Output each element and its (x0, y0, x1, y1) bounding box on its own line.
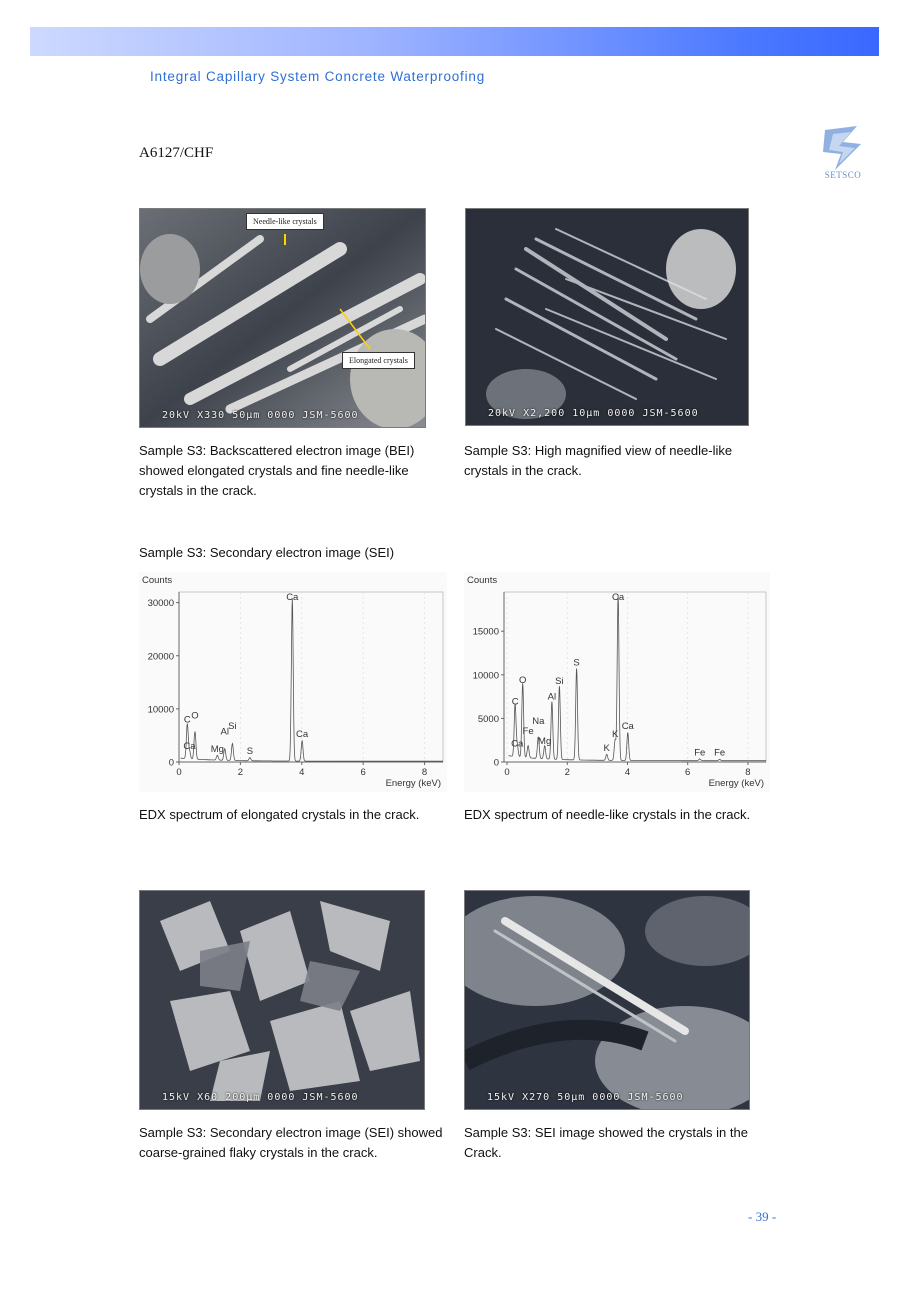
x-tick-label: 6 (360, 767, 366, 778)
peak-label-k: K (603, 742, 610, 754)
sem-image-flaky (139, 890, 425, 1110)
x-axis-label: Energy (keV) (708, 778, 764, 789)
document-reference: A6127/CHF (139, 145, 214, 161)
y-tick-label: 15000 (472, 626, 499, 638)
peak-label-ca: Ca (183, 741, 196, 753)
peak-label-fe: Fe (714, 747, 726, 759)
peak-label-si: Si (555, 675, 564, 687)
sem-image-bei-elongated (139, 208, 426, 428)
caption-crystals-crack: Sample S3: SEI image showed the crystals in the Crack. (464, 1125, 748, 1160)
sem-image-needle-magnified (465, 208, 749, 426)
logo-text: SETSCO (824, 170, 862, 180)
y-tick-label: 0 (168, 757, 174, 769)
peak-label-ca: Ca (621, 721, 634, 733)
x-tick-label: 8 (421, 767, 428, 778)
edx-chart-elongated (139, 572, 447, 792)
peak-label-si: Si (228, 721, 237, 732)
x-tick-label: 0 (176, 767, 182, 778)
peak-label-ca: Ca (612, 592, 625, 603)
x-tick-label: 2 (564, 767, 570, 778)
x-tick-label: 4 (299, 767, 305, 778)
peak-label-ca: Ca (286, 592, 299, 603)
y-tick-label: 30000 (147, 598, 174, 610)
caption-bei-elongated: Sample S3: Backscattered electron image (BEI) showed elongated crystals and fine needle-like crystals in the crack. (139, 443, 415, 498)
edx-chart-needle (464, 572, 770, 792)
peak-label-al: Al (547, 691, 557, 703)
peak-label-o: O (518, 674, 527, 686)
y-tick-label: 0 (493, 757, 499, 769)
peak-label-ca: Ca (511, 738, 524, 750)
y-axis-label: Counts (467, 575, 498, 586)
peak-label-fe: Fe (522, 725, 534, 737)
running-title: Integral Capillary System Concrete Waterproofing (150, 69, 486, 84)
peak-label-s: S (246, 745, 254, 757)
sem-info-bar: 20kV X2,200 10µm 0000 JSM-5600 (488, 408, 699, 419)
callout-needle-like: Needle-like crystals (246, 213, 324, 230)
header-banner (30, 27, 879, 56)
peak-label-c: C (183, 714, 191, 726)
peak-label-mg: Mg (538, 735, 552, 747)
peak-label-al: Al (220, 726, 229, 738)
peak-label-ca: Ca (296, 728, 309, 740)
x-tick-label: 2 (237, 767, 244, 778)
x-tick-label: 8 (745, 767, 751, 778)
y-tick-label: 10000 (147, 704, 174, 716)
peak-label-k: K (611, 728, 619, 740)
y-tick-label: 5000 (477, 713, 499, 725)
peak-label-s: S (573, 657, 580, 669)
caption-edx-elongated: EDX spectrum of elongated crystals in the crack. (139, 807, 420, 822)
caption-sei: Sample S3: Secondary electron image (SEI) (139, 545, 395, 560)
sem-image-crystals-crack (464, 890, 750, 1110)
peak-label-na: Na (532, 716, 545, 728)
peak-label-mg: Mg (210, 744, 224, 756)
y-tick-label: 20000 (147, 651, 174, 663)
sem-info-bar: 20kV X330 50µm 0000 JSM-5600 (162, 410, 359, 421)
caption-flaky: Sample S3: Secondary electron image (SEI) showed coarse-grained flaky crystals in the crack. (139, 1125, 443, 1160)
x-tick-label: 6 (685, 767, 691, 778)
y-tick-label: 10000 (472, 670, 499, 682)
sem-info-bar: 15kV X60 200µm 0000 JSM-5600 (162, 1092, 359, 1103)
x-axis-label: Energy (keV) (385, 778, 441, 789)
callout-elongated: Elongated crystals (342, 352, 415, 369)
caption-edx-needle: EDX spectrum of needle-like crystals in the crack. (464, 807, 751, 822)
plot-frame (179, 592, 443, 762)
y-axis-label: Counts (142, 575, 173, 586)
caption-needle-magnified: Sample S3: High magnified view of needle-like crystals in the crack. (464, 443, 733, 478)
sem-info-bar: 15kV X270 50µm 0000 JSM-5600 (487, 1092, 684, 1103)
peak-label-o: O (191, 710, 199, 722)
page-number: - 39 - (748, 1209, 777, 1224)
peak-label-fe: Fe (694, 747, 706, 759)
x-tick-label: 4 (624, 767, 631, 778)
x-tick-label: 0 (504, 767, 510, 778)
peak-label-c: C (511, 696, 519, 708)
